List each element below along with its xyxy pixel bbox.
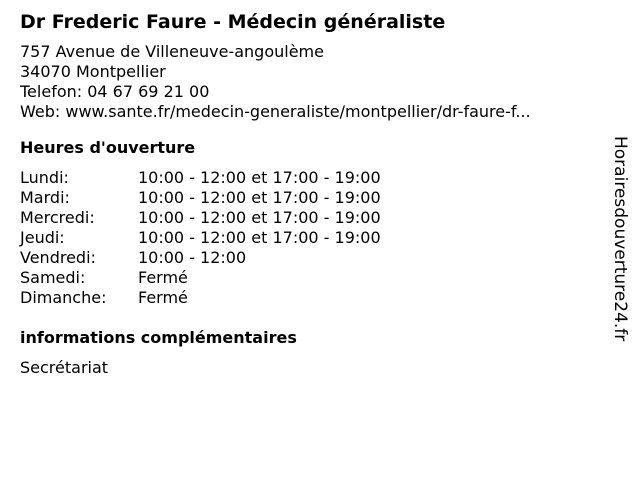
phone-line xyxy=(20,82,600,102)
hours-heading: Heures d'ouverture xyxy=(20,138,196,157)
hours-table xyxy=(20,168,600,308)
hours-row-sunday xyxy=(20,288,600,308)
day-label: Vendredi: xyxy=(20,248,96,267)
day-label: Dimanche: xyxy=(20,288,107,307)
hours-value: 10:00 - 12:00 et 17:00 - 19:00 xyxy=(138,168,381,187)
hours-row-monday xyxy=(20,168,600,188)
hours-value: 10:00 - 12:00 xyxy=(138,248,247,267)
hours-row-saturday xyxy=(20,268,600,288)
website-link[interactable]: www.sante.fr/medecin-generaliste/montpellier/dr-faure-f... xyxy=(65,102,531,121)
listing-card xyxy=(20,8,600,378)
page-title: Dr Frederic Faure - Médecin généraliste xyxy=(20,11,446,33)
hours-row-thursday xyxy=(20,228,600,248)
hours-value: Fermé xyxy=(138,268,188,287)
hours-row-wednesday xyxy=(20,208,600,228)
hours-value: 10:00 - 12:00 et 17:00 - 19:00 xyxy=(138,228,381,247)
hours-value: 10:00 - 12:00 et 17:00 - 19:00 xyxy=(138,188,381,207)
phone-label: Telefon: xyxy=(20,82,83,101)
day-label: Samedi: xyxy=(20,268,86,287)
site-watermark: Horairesdouverture24.fr xyxy=(610,136,630,342)
additional-info-heading: informations complémentaires xyxy=(20,328,297,347)
day-label: Jeudi: xyxy=(20,228,65,247)
additional-info-list xyxy=(20,358,600,378)
contact-block xyxy=(20,42,600,122)
phone-number[interactable]: 04 67 69 21 00 xyxy=(87,82,210,101)
address-line-street: 757 Avenue de Villeneuve-angoulème xyxy=(20,42,324,61)
day-label: Mardi: xyxy=(20,188,70,207)
hours-row-friday xyxy=(20,248,600,268)
hours-value: 10:00 - 12:00 et 17:00 - 19:00 xyxy=(138,208,381,227)
list-item: Secrétariat xyxy=(20,358,109,377)
hours-row-tuesday xyxy=(20,188,600,208)
day-label: Lundi: xyxy=(20,168,69,187)
web-line xyxy=(20,102,600,122)
hours-value: Fermé xyxy=(138,288,188,307)
address-line-city: 34070 Montpellier xyxy=(20,62,166,81)
web-label: Web: xyxy=(20,102,61,121)
day-label: Mercredi: xyxy=(20,208,95,227)
